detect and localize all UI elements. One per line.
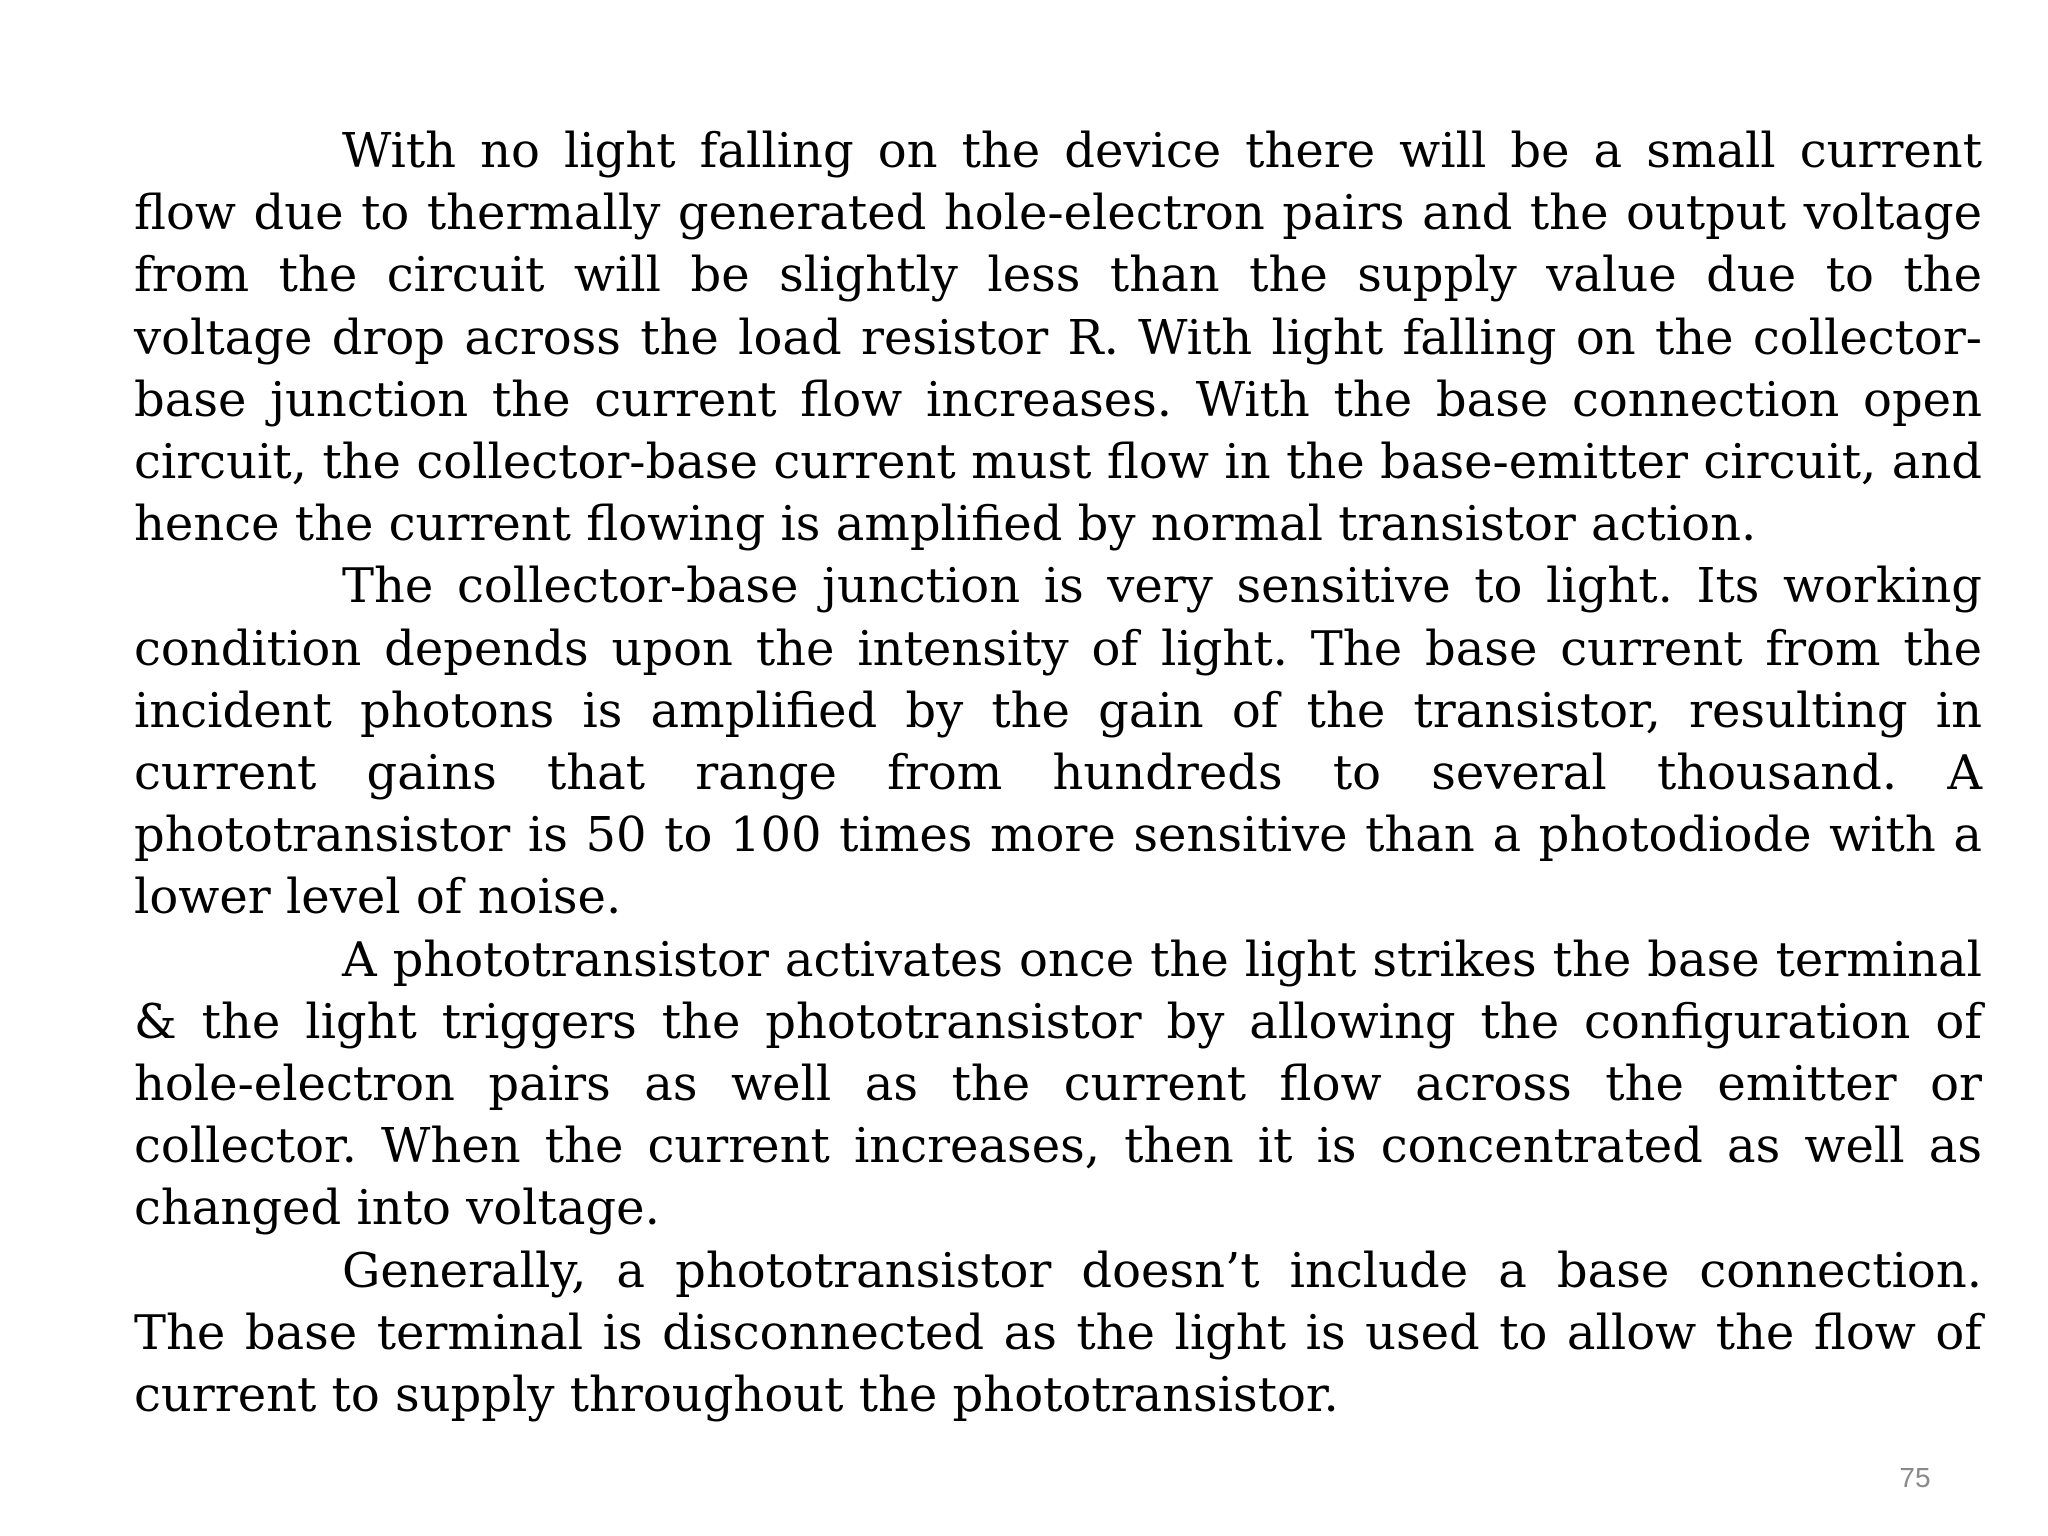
paragraph-4: Generally, a phototransistor doesn’t include a base connection. The base terminal is disconnected as the light is used to allow the flow of current to supply throughout the phototransistor.	[134, 1242, 1982, 1424]
paragraph-3: A phototransistor activates once the light strikes the base terminal & the light triggers the phototransistor by allowing the configuration of hole-electron pairs as well as the current flow across the emitter or collector. When the current increases, then it is concentrated as well as changed into voltage.	[134, 931, 1982, 1237]
page-number: 75	[1899, 1462, 1931, 1493]
paragraph-1: With no light falling on the device there will be a small current flow due to thermally generated hole-electron pairs and the output voltage from the circuit will be slightly less than the supply value due to the voltage drop across the load resistor R. With light falling on the collector-base junction the current flow increases. With the base connection open circuit, the collector-base current must flow in the base-emitter circuit, and hence the current flowing is amplified by normal transistor action.	[134, 123, 1982, 553]
paragraph-2: The collector-base junction is very sensitive to light. Its working condition depends upon the intensity of light. The base current from the incident photons is amplified by the gain of the transistor, resulting in current gains that range from hundreds to several thousand. A phototransistor is 50 to 100 times more sensitive than a photodiode with a lower level of noise.	[134, 558, 1982, 926]
body-text	[134, 120, 1982, 1426]
